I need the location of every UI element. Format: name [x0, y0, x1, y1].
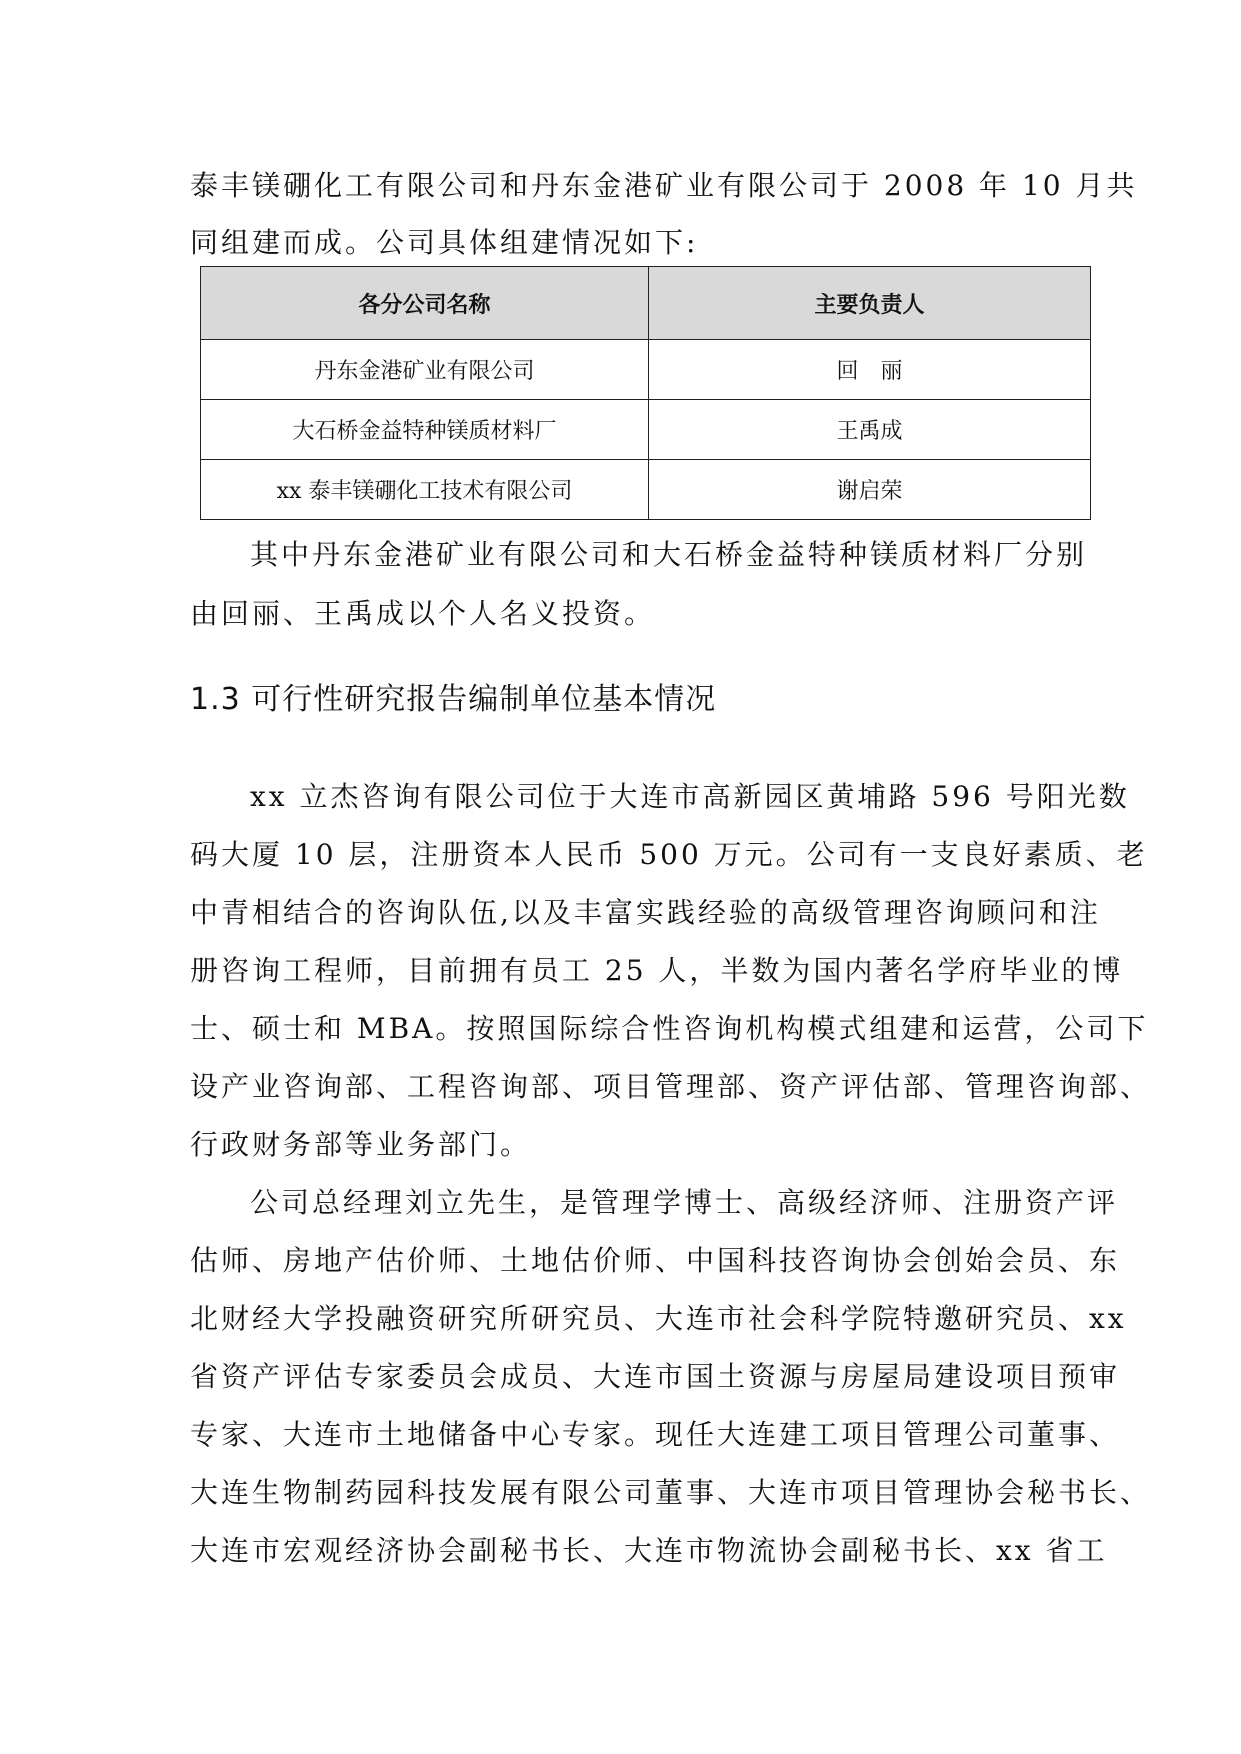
company-name-cell: 丹东金港矿业有限公司 — [201, 340, 649, 400]
paragraph1-line-4: 册咨询工程师，目前拥有员工 25 人，半数为国内著名学府毕业的博 — [190, 954, 1124, 987]
paragraph1-line-6: 设产业咨询部、工程咨询部、项目管理部、资产评估部、管理咨询部、 — [190, 1070, 1152, 1103]
after-table-line-1: 其中丹东金港矿业有限公司和大石桥金益特种镁质材料厂分别 — [250, 538, 1088, 571]
table-row — [201, 400, 1091, 460]
paragraph2-line-7: 大连市宏观经济协会副秘书长、大连市物流协会副秘书长、xx 省工 — [190, 1534, 1108, 1567]
company-name-cell: xx 泰丰镁硼化工技术有限公司 — [201, 460, 649, 520]
paragraph1-line-3: 中青相结合的咨询队伍,以及丰富实践经验的高级管理咨询顾问和注 — [190, 896, 1101, 929]
paragraph2-line-2: 估师、房地产估价师、土地估价师、中国科技咨询协会创始会员、东 — [190, 1244, 1121, 1277]
table-row — [201, 460, 1091, 520]
paragraph2-line-1: 公司总经理刘立先生，是管理学博士、高级经济师、注册资产评 — [250, 1186, 1119, 1219]
paragraph1-line-7: 行政财务部等业务部门。 — [190, 1128, 532, 1161]
paragraph1-line-1: xx 立杰咨询有限公司位于大连市高新园区黄埔路 596 号阳光数 — [250, 780, 1130, 813]
principal-cell: 谢启荣 — [649, 460, 1091, 520]
paragraph2-line-4: 省资产评估专家委员会成员、大连市国土资源与房屋局建设项目预审 — [190, 1360, 1121, 1393]
company-name-cell: 大石桥金益特种镁质材料厂 — [201, 400, 649, 460]
intro-line-2: 同组建而成。公司具体组建情况如下: — [190, 226, 699, 259]
paragraph2-line-5: 专家、大连市土地储备中心专家。现任大连建工项目管理公司董事、 — [190, 1418, 1121, 1451]
paragraph1-line-5: 士、硕士和 MBA。按照国际综合性咨询机构模式组建和运营，公司下 — [190, 1012, 1149, 1045]
paragraph2-line-6: 大连生物制药园科技发展有限公司董事、大连市项目管理协会秘书长、 — [190, 1476, 1152, 1509]
section-heading: 1.3 可行性研究报告编制单位基本情况 — [190, 682, 717, 717]
after-table-line-2: 由回丽、王禹成以个人名义投资。 — [190, 597, 656, 630]
paragraph1-line-2: 码大厦 10 层，注册资本人民币 500 万元。公司有一支良好素质、老 — [190, 838, 1148, 871]
header-principal: 主要负责人 — [649, 267, 1091, 340]
header-company-name: 各分公司名称 — [201, 267, 649, 340]
paragraph2-line-3: 北财经大学投融资研究所研究员、大连市社会科学院特邀研究员、xx — [190, 1302, 1127, 1335]
table-header-row — [201, 267, 1091, 340]
principal-cell: 回 丽 — [649, 340, 1091, 400]
principal-cell: 王禹成 — [649, 400, 1091, 460]
table-row — [201, 340, 1091, 400]
branch-company-table — [200, 266, 1091, 520]
intro-line-1: 泰丰镁硼化工有限公司和丹东金港矿业有限公司于 2008 年 10 月共 — [190, 169, 1138, 202]
